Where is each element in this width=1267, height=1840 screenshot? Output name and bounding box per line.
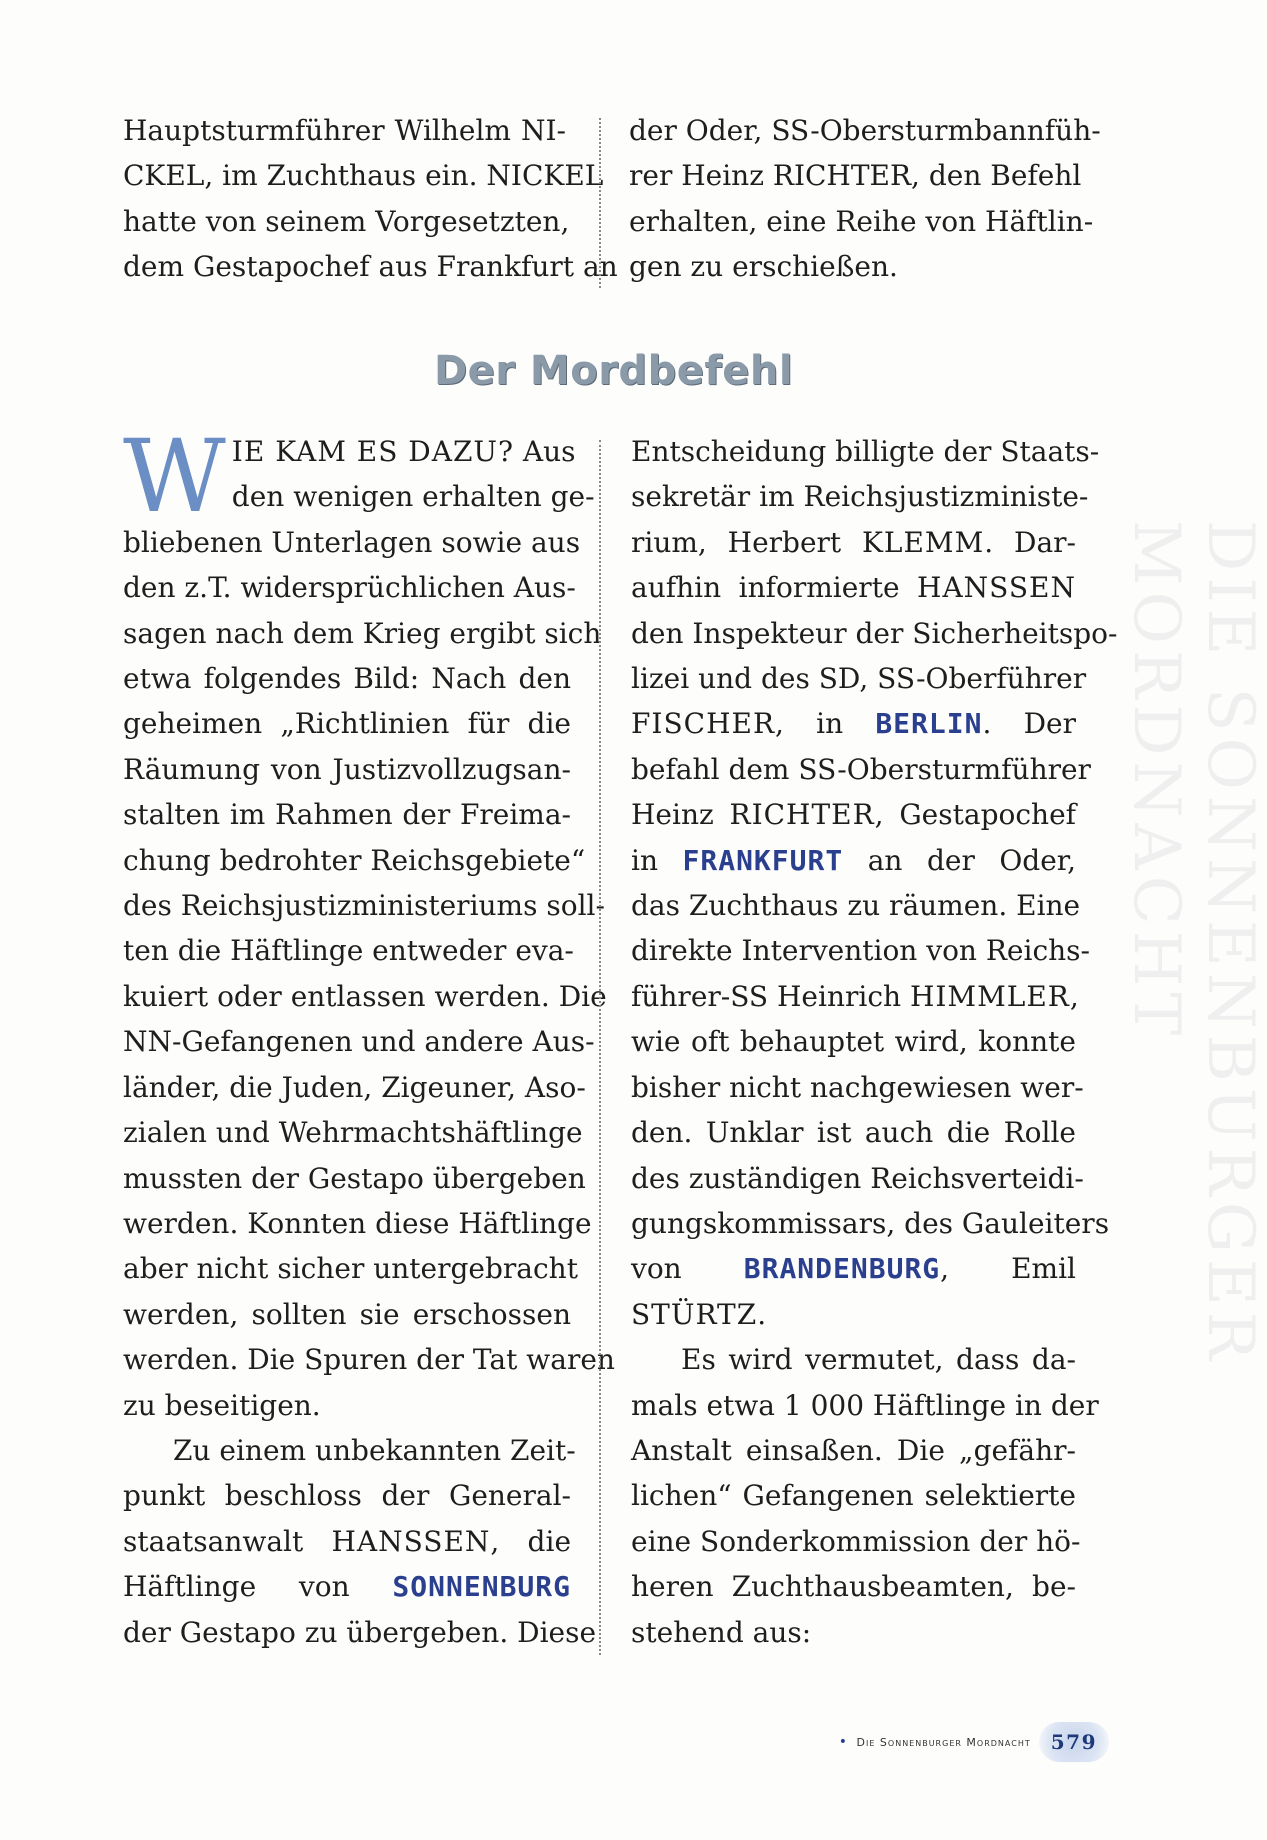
text-line: Anstalt einsaßen. Die „gefähr- — [631, 1433, 1076, 1467]
column-divider — [599, 118, 601, 288]
text-fragment: rium, Herbert — [631, 525, 862, 559]
text-line — [631, 974, 1079, 1019]
text-fragment: , die — [490, 1524, 572, 1558]
person-name: HANSSEN — [917, 571, 1076, 605]
text-line: direkte Intervention von Reichs- — [631, 934, 1091, 968]
text-line: bliebenen Unterlagen sowie aus — [123, 525, 581, 559]
text-fragment: . Dar- — [984, 525, 1076, 559]
text-line: Zu einem unbekannten Zeit- — [173, 1433, 576, 1467]
text-line — [631, 565, 1076, 610]
text-line: geheimen „Richtlinien für die — [123, 707, 571, 741]
text-line: werden. Die Spuren der Tat waren — [123, 1343, 615, 1377]
text-line — [631, 1246, 1076, 1291]
text-line: Hauptsturmführer Wilhelm NI- — [123, 114, 566, 147]
text-line: den wenigen erhalten ge- — [231, 480, 595, 514]
text-line: den z.T. widersprüchlichen Aus- — [123, 571, 576, 605]
text-line: befahl dem SS-Obersturmführer — [631, 752, 1091, 786]
place-name: BRANDENBURG — [743, 1252, 941, 1286]
text-fragment: staatsanwalt — [123, 1524, 332, 1558]
text-line: Entscheidung billigte der Staats- — [631, 435, 1100, 468]
text-line: aber nicht sicher untergebracht — [123, 1252, 578, 1286]
place-name: FRANKFURT — [682, 843, 844, 877]
text-line — [631, 701, 1076, 746]
text-line: mussten der Gestapo übergeben — [123, 1161, 586, 1195]
running-title: Die Sonnenburger Mordnacht — [856, 1735, 1031, 1749]
text-line: zialen und Wehrmachtshäftlinge — [123, 1116, 583, 1150]
person-name: FISCHER — [631, 707, 776, 741]
top-right-column — [629, 108, 1101, 290]
text-fragment: aufhin informierte — [631, 571, 918, 605]
text-line: der Oder, SS-Obersturmbannfüh- — [629, 114, 1101, 147]
column-divider — [599, 440, 601, 1655]
person-name: HIMMLER — [909, 979, 1070, 1013]
text-fragment: , in — [775, 707, 876, 741]
text-line — [631, 520, 1076, 565]
person-name: HANSSEN — [331, 1524, 491, 1558]
text-line: ten die Häftlinge entweder eva- — [123, 934, 574, 968]
text-line: gen zu erschießen. — [629, 250, 898, 284]
text-line: rer Heinz RICHTER, den Befehl — [629, 159, 1082, 193]
text-line: erhalten, eine Reihe von Häftlin- — [629, 204, 1094, 238]
text-line: werden. Konnten diese Häftlinge — [123, 1206, 592, 1240]
drop-cap: W — [123, 418, 226, 535]
text-fragment: . Der — [982, 707, 1076, 741]
text-line: Räumung von Justizvollzugsan- — [123, 752, 571, 786]
text-line: des zuständigen Reichsverteidi- — [631, 1161, 1084, 1195]
text-line: der Gestapo zu übergeben. Diese — [123, 1615, 597, 1649]
text-fragment: , Gestapochef — [874, 798, 1076, 832]
text-line — [631, 838, 1076, 883]
text-line: wie oft behauptet wird, konnte — [631, 1025, 1076, 1059]
bullet-icon: • — [838, 1734, 849, 1750]
text-line: stalten im Rahmen der Freima- — [123, 798, 571, 832]
text-line: sagen nach dem Krieg ergibt sich — [123, 616, 602, 650]
text-line: gungskommissars, des Gauleiters — [631, 1206, 1110, 1240]
text-line — [631, 792, 1076, 837]
text-line: den. Unklar ist auch die Rolle — [631, 1116, 1076, 1150]
text-fragment: Heinz — [631, 798, 730, 832]
text-line: CKEL, im Zuchthaus ein. NICKEL — [123, 159, 604, 193]
text-line — [123, 1564, 571, 1609]
text-line: bisher nicht nachgewiesen wer- — [631, 1070, 1084, 1104]
text-line: sekretär im Reichsjustizministe- — [631, 480, 1089, 514]
text-fragment: Aus — [514, 435, 576, 468]
text-line: heren Zuchthausbeamten, be- — [631, 1570, 1076, 1604]
text-line: kuiert oder entlassen werden. Die — [123, 979, 607, 1013]
text-line: eine Sonderkommission der hö- — [631, 1524, 1081, 1558]
text-fragment: . — [757, 1297, 767, 1331]
text-line: stehend aus: — [631, 1615, 812, 1649]
text-line — [123, 1519, 571, 1564]
text-fragment: , — [1069, 979, 1079, 1013]
text-fragment: Häftlinge von — [123, 1570, 393, 1604]
text-line: des Reichsjustizministeriums soll- — [123, 889, 605, 923]
page-number: 579 — [1039, 1722, 1109, 1762]
person-name: KLEMM — [861, 525, 985, 559]
text-line: zu beseitigen. — [123, 1388, 321, 1422]
text-line: das Zuchthaus zu räumen. Eine — [631, 889, 1081, 923]
text-line: werden, sollten sie erschossen — [123, 1297, 571, 1331]
text-line: chung bedrohter Reichsgebiete“ — [123, 843, 586, 877]
place-name: BERLIN — [875, 707, 983, 741]
person-name: STÜRTZ — [631, 1297, 758, 1331]
text-line: mals etwa 1 000 Häftlinge in der — [631, 1388, 1099, 1422]
text-fragment: führer-SS Heinrich — [631, 979, 910, 1013]
person-name: RICHTER — [729, 798, 875, 832]
right-column — [631, 429, 1118, 1655]
text-line: dem Gestapochef aus Frankfurt an — [123, 250, 618, 284]
spine-watermark: DIE SONNENBURGER MORDNACHT — [1119, 520, 1267, 1366]
text-fragment: in — [631, 843, 683, 877]
text-line: punkt beschloss der General- — [123, 1479, 571, 1513]
small-caps-opening: IE KAM ES DAZU? — [231, 435, 515, 468]
text-line: den Inspekteur der Sicherheitspo- — [631, 616, 1118, 650]
text-fragment: , Emil — [940, 1252, 1076, 1286]
left-column — [123, 418, 615, 1655]
text-line: Es wird vermutet, dass da- — [681, 1343, 1076, 1377]
text-line: NN-Gefangenen und andere Aus- — [123, 1025, 595, 1059]
text-fragment: an der Oder, — [843, 843, 1076, 877]
text-line: länder, die Juden, Zigeuner, Aso- — [123, 1070, 586, 1104]
text-line — [631, 1292, 1076, 1337]
text-line: lizei und des SD, SS-Oberführer — [631, 662, 1087, 696]
text-line: etwa folgendes Bild: Nach den — [123, 662, 571, 696]
page-footer — [839, 1722, 1109, 1762]
top-left-column — [123, 108, 618, 290]
text-line: hatte von seinem Vorgesetzten, — [123, 204, 570, 238]
text-fragment: von — [631, 1252, 744, 1286]
section-heading: Der Mordbefehl — [433, 348, 794, 394]
place-name: SONNENBURG — [392, 1570, 571, 1604]
text-line: lichen“ Gefangenen selektierte — [631, 1479, 1076, 1513]
